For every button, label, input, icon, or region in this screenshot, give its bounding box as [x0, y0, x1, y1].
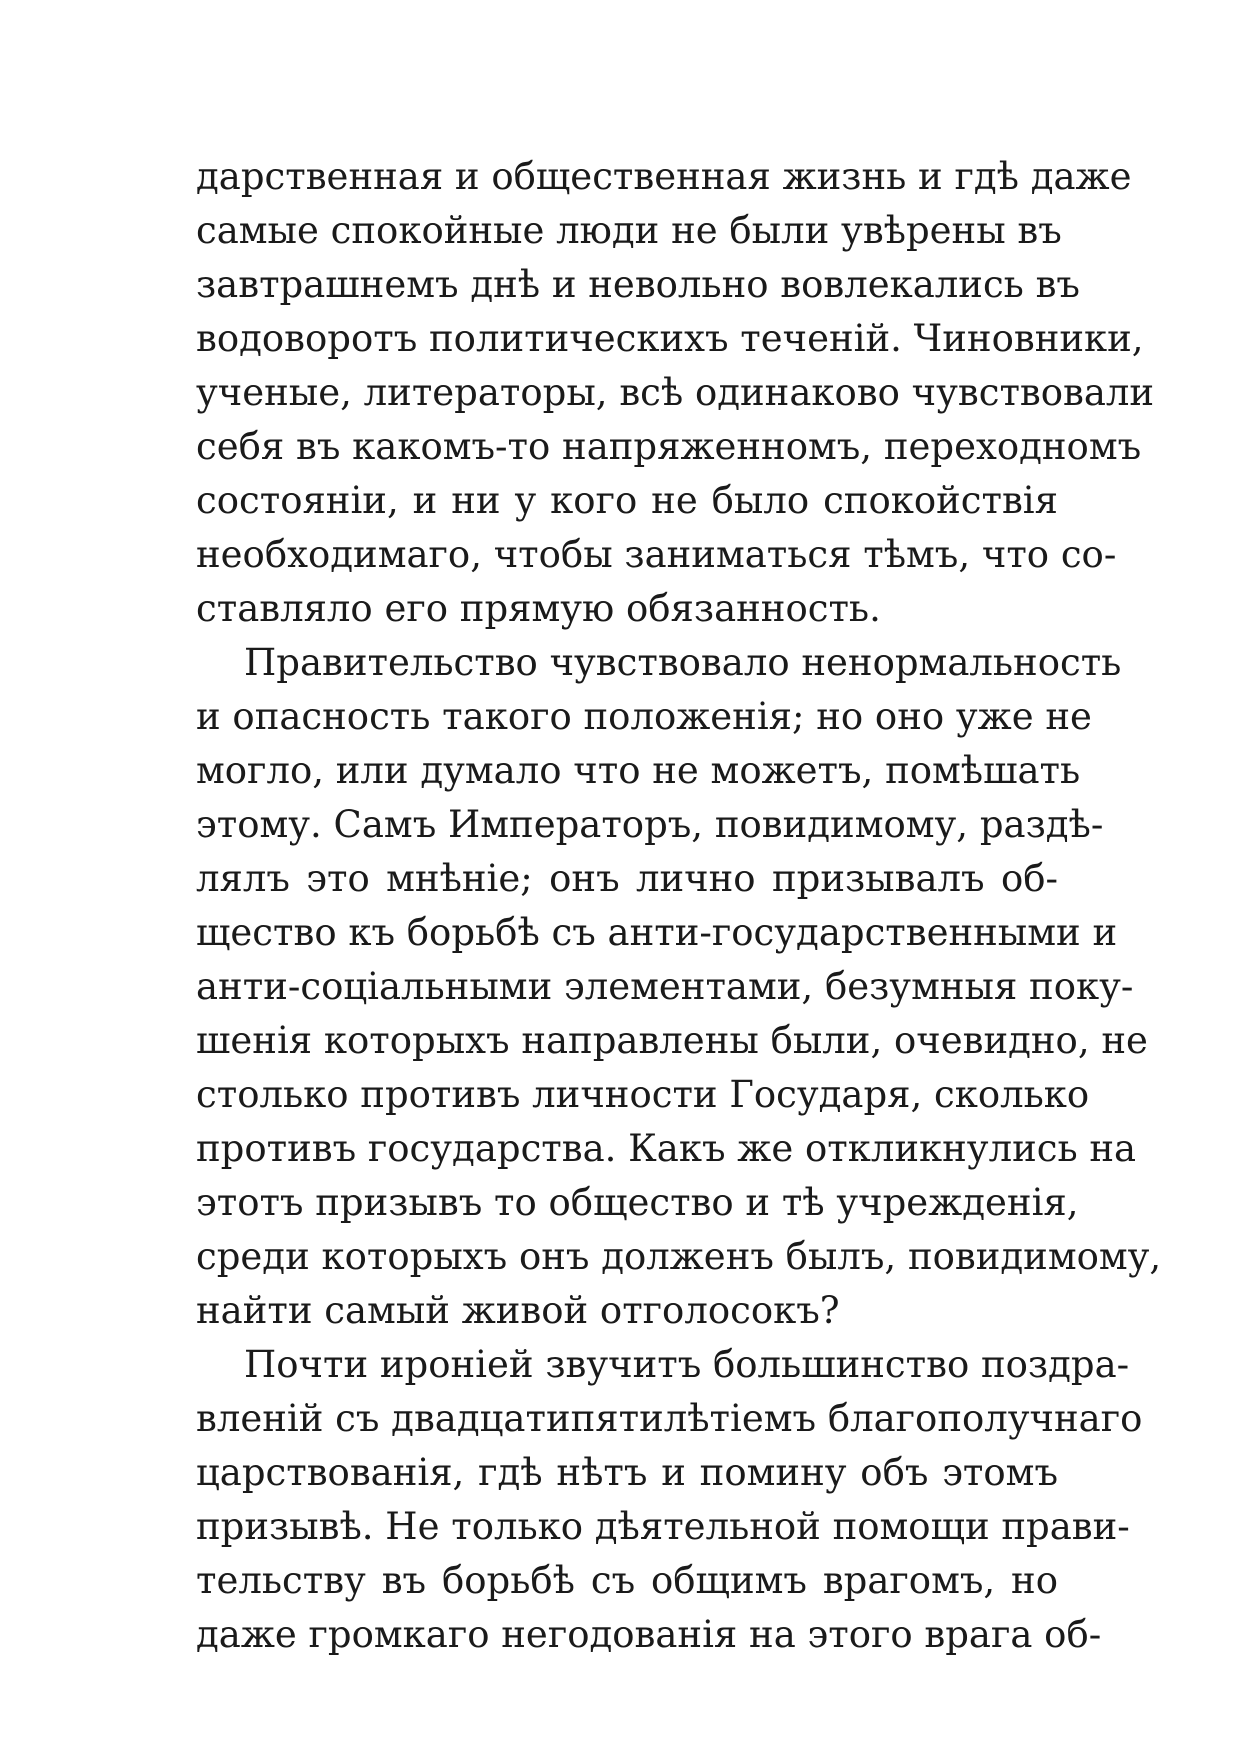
page-text	[196, 150, 1162, 1662]
text-line: необходимаго, чтобы заниматься тѣмъ, что со-	[196, 533, 1117, 576]
text-line: ставляло его прямую обязанность.	[196, 587, 881, 630]
text-line: Правительство чувствовало ненормальность	[244, 641, 1122, 684]
text-line: призывѣ. Не только дѣятельной помощи прави-	[196, 1505, 1130, 1548]
text-line: этотъ призывъ то общество и тѣ учрежденія,	[196, 1181, 1079, 1224]
text-line: найти самый живой отголосокъ?	[196, 1289, 840, 1332]
text-line: этому. Самъ Императоръ, повидимому, раздѣ-	[196, 803, 1104, 846]
text-line: могло, или думало что не можетъ, помѣшать	[196, 749, 1081, 792]
text-line: анти-соціальными элементами, безумныя поку-	[196, 965, 1134, 1008]
text-line: себя въ какомъ-то напряженномъ, переходномъ	[196, 425, 1142, 468]
text-line: даже громкаго негодованія на этого врага об-	[196, 1613, 1102, 1656]
text-line: самые спокойные люди не были увѣрены въ	[196, 209, 1062, 252]
text-line: вленій съ двадцатипятилѣтіемъ благополучнаго	[196, 1397, 1143, 1440]
text-line: завтрашнемъ днѣ и невольно вовлекались въ	[196, 263, 1080, 306]
text-line: щество къ борьбѣ съ анти-государственными и	[196, 911, 1118, 954]
text-line: и опасность такого положенія; но оно уже не	[196, 695, 1092, 738]
text-line: Почти ироніей звучитъ большинство поздра-	[244, 1343, 1130, 1386]
text-line: дарственная и общественная жизнь и гдѣ даже	[196, 155, 1132, 198]
text-line: тельству въ борьбѣ съ общимъ врагомъ, но	[196, 1559, 1058, 1602]
text-line: царствованія, гдѣ нѣтъ и помину объ этомъ	[196, 1451, 1058, 1494]
text-line: ученые, литераторы, всѣ одинаково чувствовали	[196, 371, 1155, 414]
text-line: состояніи, и ни у кого не было спокойствія	[196, 479, 1058, 522]
text-line: столько противъ личности Государя, сколько	[196, 1073, 1090, 1116]
paragraph-1	[196, 150, 1155, 636]
text-line: противъ государства. Какъ же откликнулись на	[196, 1127, 1137, 1170]
text-line: среди которыхъ онъ долженъ былъ, повидимому,	[196, 1235, 1162, 1278]
text-line: лялъ это мнѣніе; онъ лично призывалъ об-	[196, 857, 1058, 900]
text-line: шенія которыхъ направлены были, очевидно, не	[196, 1019, 1148, 1062]
text-line: водоворотъ политическихъ теченій. Чиновники,	[196, 317, 1144, 360]
paragraph-2	[196, 636, 1162, 1338]
paragraph-3	[196, 1338, 1143, 1662]
